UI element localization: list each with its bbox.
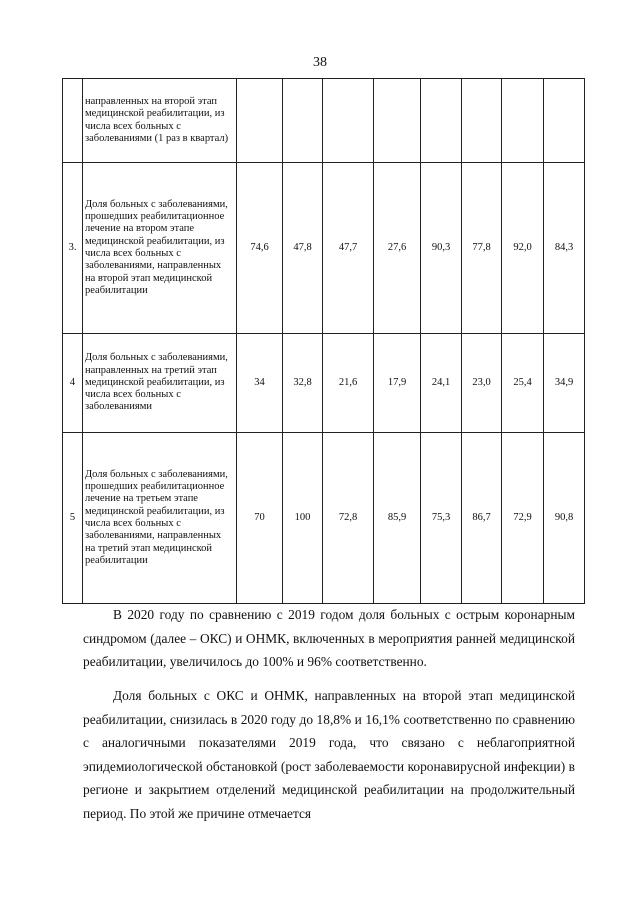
- value-cell: 77,8: [462, 163, 502, 334]
- row-number: 5: [63, 433, 83, 604]
- row-description: Доля больных с заболеваниями, прошедших реабилитационное лечение на третьем этапе медицинской реабилитации, из числа всех больных с заболеваниями, направленных на третий этап медицинской реабилитации: [83, 433, 237, 604]
- table-row: [63, 433, 585, 604]
- value-cell: 47,8: [283, 163, 323, 334]
- value-cell: [323, 79, 374, 163]
- value-cell: [462, 79, 502, 163]
- row-description: Доля больных с заболеваниями, прошедших реабилитационное лечение на втором этапе медицинской реабилитации, из числа всех больных с заболеваниями, направленных на второй этап медицинской реабилитации: [83, 163, 237, 334]
- value-cell: 75,3: [421, 433, 462, 604]
- row-number: 4: [63, 334, 83, 433]
- value-cell: 100: [283, 433, 323, 604]
- value-cell: 92,0: [502, 163, 544, 334]
- value-cell: 85,9: [374, 433, 421, 604]
- row-number: 3.: [63, 163, 83, 334]
- value-cell: [544, 79, 585, 163]
- value-cell: 23,0: [462, 334, 502, 433]
- value-cell: 34,9: [544, 334, 585, 433]
- page-number: 38: [313, 55, 327, 70]
- row-description: Доля больных с заболеваниями, направленных на третий этап медицинской реабилитации, из числа всех больных с заболеваниями: [83, 334, 237, 433]
- table-row: [63, 163, 585, 334]
- paragraph-text: В 2020 году по сравнению с 2019 годом доля больных с острым коронарным синдромом (далее – ОКС) и ОНМК, включенных в мероприятия ранней медицинской реабилитации, увеличилось до 100% и 96% соответственно.: [83, 607, 575, 669]
- value-cell: [237, 79, 283, 163]
- value-cell: 21,6: [323, 334, 374, 433]
- value-cell: [283, 79, 323, 163]
- row-description: направленных на второй этап медицинской реабилитации, из числа всех больных с заболеваниями (1 раз в квартал): [83, 79, 237, 163]
- value-cell: 86,7: [462, 433, 502, 604]
- value-cell: 90,3: [421, 163, 462, 334]
- paragraph-2: [83, 684, 575, 825]
- value-cell: [502, 79, 544, 163]
- rehabilitation-indicators-table: [62, 78, 585, 604]
- paragraph-text: Доля больных с ОКС и ОНМК, направленных на второй этап медицинской реабилитации, снизилась в 2020 году до 18,8% и 16,1% соответственно по сравнению с аналогичными показателями 2019 года, что связано с неблагоприятной эпидемиологической обстановкой (рост заболеваемости коронавирусной инфекции) в регионе и закрытием отделений медицинской реабилитации на продолжительный период. По этой же причине отмечается: [83, 688, 575, 821]
- value-cell: 90,8: [544, 433, 585, 604]
- table-row: [63, 79, 585, 163]
- value-cell: 17,9: [374, 334, 421, 433]
- value-cell: 47,7: [323, 163, 374, 334]
- value-cell: 74,6: [237, 163, 283, 334]
- paragraph-1: [83, 603, 575, 674]
- value-cell: 84,3: [544, 163, 585, 334]
- value-cell: [421, 79, 462, 163]
- value-cell: 34: [237, 334, 283, 433]
- value-cell: 27,6: [374, 163, 421, 334]
- value-cell: 24,1: [421, 334, 462, 433]
- value-cell: 72,8: [323, 433, 374, 604]
- value-cell: 32,8: [283, 334, 323, 433]
- table-row: [63, 334, 585, 433]
- value-cell: 25,4: [502, 334, 544, 433]
- value-cell: 72,9: [502, 433, 544, 604]
- row-number: [63, 79, 83, 163]
- value-cell: 70: [237, 433, 283, 604]
- value-cell: [374, 79, 421, 163]
